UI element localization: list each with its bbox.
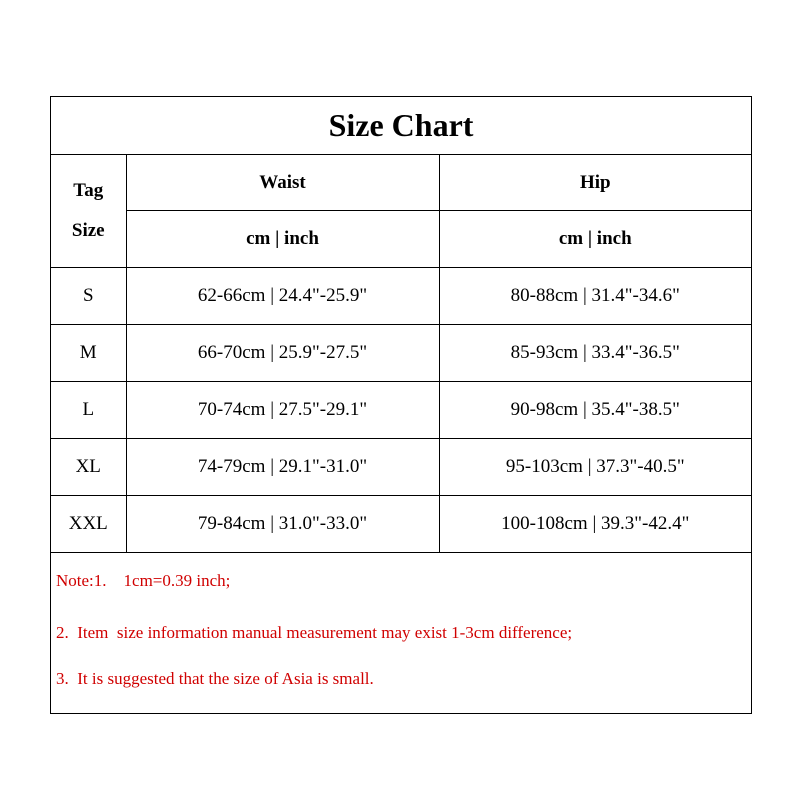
hip-cell: 95-103cm | 37.3"-40.5" <box>439 439 751 496</box>
waist-cell: 70-74cm | 27.5"-29.1" <box>126 382 439 439</box>
waist-cell: 79-84cm | 31.0"-33.0" <box>126 496 439 553</box>
table-row <box>51 268 751 325</box>
note-2: 2. Item size information manual measurement may exist 1-3cm difference; <box>56 623 573 642</box>
hip-cell: 90-98cm | 35.4"-38.5" <box>439 382 751 439</box>
note-1: Note:1. 1cm=0.39 inch; <box>56 571 231 590</box>
table-row <box>51 325 751 382</box>
hip-cell: 80-88cm | 31.4"-34.6" <box>439 268 751 325</box>
hip-unit-header: cm | inch <box>439 211 751 268</box>
table-row <box>51 496 751 553</box>
hip-header: Hip <box>439 155 751 211</box>
hip-cell: 85-93cm | 33.4"-36.5" <box>439 325 751 382</box>
size-table <box>51 97 751 553</box>
waist-cell: 62-66cm | 24.4"-25.9" <box>126 268 439 325</box>
hip-cell: 100-108cm | 39.3"-42.4" <box>439 496 751 553</box>
size-cell: XL <box>51 439 126 496</box>
waist-header: Waist <box>126 155 439 211</box>
chart-title: Size Chart <box>51 97 751 155</box>
tag-header-line1: Tag <box>73 180 104 201</box>
tag-header-line2: Size <box>71 220 105 241</box>
size-chart <box>50 96 752 714</box>
size-cell: L <box>51 382 126 439</box>
table-row <box>51 382 751 439</box>
waist-cell: 66-70cm | 25.9"-27.5" <box>126 325 439 382</box>
tag-size-header <box>51 155 126 268</box>
waist-unit-header: cm | inch <box>126 211 439 268</box>
waist-cell: 74-79cm | 29.1"-31.0" <box>126 439 439 496</box>
table-row <box>51 439 751 496</box>
size-cell: XXL <box>51 496 126 553</box>
size-cell: S <box>51 268 126 325</box>
note-3: 3. It is suggested that the size of Asia is small. <box>56 669 374 688</box>
size-cell: M <box>51 325 126 382</box>
